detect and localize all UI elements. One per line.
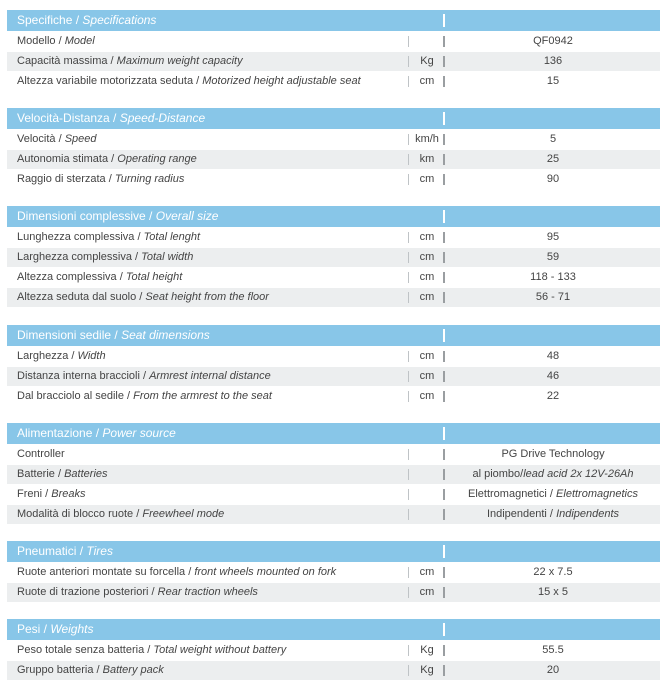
label-separator: / [107,55,117,67]
spec-label [17,347,106,366]
value-divider [443,292,445,303]
unit-divider [408,56,409,67]
spec-row [7,563,660,582]
spec-value-it: 46 [546,370,560,382]
spec-unit: cm [419,586,435,598]
unit-divider [408,351,409,362]
column-divider [443,623,445,636]
spec-value-it: 118 - 133 [530,271,576,283]
spec-label-it: Peso totale senza batteria [17,644,145,656]
title-separator: / [92,426,103,440]
spec-unit: cm [419,566,435,578]
spec-value-it: QF0942 [533,35,573,47]
title-separator: / [109,111,120,125]
section-header [7,206,660,227]
spec-label [17,52,243,71]
label-separator: / [108,153,118,165]
spec-label-en: Motorized height adjustable seat [202,75,361,87]
spec-label-en: From the armrest to the seat [133,390,272,402]
spec-value [453,347,653,366]
spec-label-it: Ruote di trazione posteriori [17,586,149,598]
spec-row [7,150,660,169]
section-title-it: Pesi [17,622,41,636]
value-divider [443,76,445,87]
spec-label-en: Freewheel mode [142,508,225,520]
title-separator: / [111,328,122,342]
spec-label [17,72,361,91]
spec-value-en: Elettromagnetics [556,488,638,500]
label-separator: / [68,350,78,362]
spec-row [7,661,660,680]
label-separator: / [54,468,65,480]
spec-value-it: 90 [546,173,560,185]
spec-value-it: 59 [546,251,560,263]
spec-label-it: Distanza interna braccioli [17,370,140,382]
spec-row [7,583,660,602]
spec-value [453,563,653,582]
value-divider [443,154,445,165]
spec-value-it: 55.5 [542,644,564,656]
spec-value-it: 95 [546,231,560,243]
unit-divider [408,509,409,520]
section-header [7,108,660,129]
spec-value [453,445,653,464]
spec-value-it: Elettromagnetici / [468,488,557,500]
label-separator: / [133,508,143,520]
spec-value [453,268,653,287]
spec-label-en: Width [77,350,106,362]
label-separator: / [55,133,65,145]
spec-row [7,268,660,287]
spec-label [17,32,95,51]
section-title-it: Alimentazione [17,426,93,440]
value-divider [443,134,445,145]
spec-label-en: front wheels mounted on fork [194,566,337,578]
value-divider [443,371,445,382]
spec-label-en: Total height [125,271,183,283]
spec-label [17,248,193,267]
title-separator: / [76,544,87,558]
unit-divider [408,292,409,303]
spec-label [17,661,164,680]
unit-divider [408,449,409,460]
label-separator: / [193,75,203,87]
section-title [17,423,176,444]
spec-label-en: Total width [141,251,194,263]
spec-value-it: 20 [546,664,560,676]
spec-unit: cm [419,75,435,87]
unit-divider [408,371,409,382]
spec-label-it: Modello [17,35,56,47]
column-divider [443,112,445,125]
spec-label [17,387,272,406]
spec-value-it: al piombo/ [472,468,524,480]
value-divider [443,174,445,185]
unit-divider [408,489,409,500]
unit-divider [408,134,409,145]
spec-value [453,583,653,602]
spec-row [7,445,660,464]
label-separator: / [131,251,142,263]
spec-label-en: Maximum weight capacity [116,55,243,67]
spec-label-it: Altezza variabile motorizzata seduta [17,75,194,87]
section-title-it: Specifiche [17,13,73,27]
spec-label-it: Autonomia stimata [17,153,109,165]
spec-unit: Kg [420,644,434,656]
spec-label-en: Speed [64,133,97,145]
spec-label-it: Ruote anteriori montate su forcella [17,566,186,578]
unit-divider [408,76,409,87]
column-divider [443,329,445,342]
spec-label-it: Lunghezza complessiva [17,231,135,243]
spec-unit: Kg [420,55,434,67]
label-separator: / [144,644,154,656]
spec-label-en: Total weight without battery [153,644,287,656]
spec-value-it: 48 [546,350,560,362]
column-divider [443,210,445,223]
spec-unit: cm [419,173,435,185]
title-separator: / [40,622,51,636]
unit-divider [408,391,409,402]
value-divider [443,232,445,243]
section-title [17,108,205,129]
spec-label [17,485,85,504]
spec-row [7,465,660,484]
value-divider [443,469,445,480]
spec-label-it: Freni [17,488,43,500]
spec-value [453,52,653,71]
section-header [7,619,660,640]
unit-divider [408,154,409,165]
column-divider [443,545,445,558]
spec-label [17,505,224,524]
spec-label-it: Dal bracciolo al sedile [17,390,124,402]
spec-value-it: 22 [546,390,560,402]
spec-label-en: Breaks [51,488,86,500]
section-header [7,541,660,562]
column-divider [443,14,445,27]
spec-unit: cm [419,291,435,303]
spec-value [453,485,653,504]
unit-divider [408,587,409,598]
value-divider [443,36,445,47]
unit-divider [408,665,409,676]
label-separator: / [42,488,52,500]
label-separator: / [134,231,144,243]
spec-label [17,288,269,307]
spec-row [7,367,660,386]
spec-value-it: 25 [546,153,560,165]
spec-unit: cm [419,390,435,402]
spec-label-it: Gruppo batteria [17,664,94,676]
unit-divider [408,36,409,47]
spec-value [453,170,653,189]
value-divider [443,587,445,598]
section-header [7,325,660,346]
value-divider [443,665,445,676]
spec-value [453,288,653,307]
spec-value [453,661,653,680]
spec-row [7,72,660,91]
value-divider [443,252,445,263]
value-divider [443,56,445,67]
section-title-it: Dimensioni sedile [17,328,112,342]
spec-label-it: Capacità massima [17,55,108,67]
spec-label-en: Rear traction wheels [157,586,258,598]
section-title [17,325,210,346]
spec-value-it: 56 - 71 [535,291,571,303]
section-title [17,10,156,31]
spec-label [17,228,200,247]
label-separator: / [185,566,195,578]
spec-value-en: Indipendents [556,508,620,520]
unit-divider [408,174,409,185]
spec-value-it: 15 [546,75,560,87]
label-separator: / [116,271,126,283]
section-header [7,423,660,444]
label-separator: / [148,586,158,598]
spec-row [7,505,660,524]
label-separator: / [124,390,134,402]
spec-label-it: Velocità [17,133,56,145]
section-title-it: Pneumatici [17,544,77,558]
spec-value [453,387,653,406]
section-title [17,541,113,562]
spec-value [453,130,653,149]
spec-value [453,367,653,386]
unit-divider [408,645,409,656]
label-separator: / [139,370,150,382]
spec-row [7,130,660,149]
section-title-en: Power source [102,426,176,440]
unit-divider [408,272,409,283]
spec-value [453,641,653,660]
spec-row [7,288,660,307]
spec-label [17,170,184,189]
spec-value [453,465,653,484]
unit-divider [408,567,409,578]
spec-row [7,485,660,504]
spec-label-it: Batterie [17,468,55,480]
spec-label-it: Modalità di blocco ruote [17,508,134,520]
spec-label-en: Battery pack [102,664,164,676]
section-header [7,10,660,31]
spec-value-it: PG Drive Technology [501,448,605,460]
spec-unit: cm [419,350,435,362]
spec-row [7,347,660,366]
spec-label [17,367,271,386]
spec-value [453,72,653,91]
spec-label [17,130,97,149]
section-title-en: Overall size [155,209,219,223]
spec-unit: Kg [420,664,434,676]
title-separator: / [145,209,156,223]
spec-value [453,505,653,524]
spec-label [17,150,197,169]
spec-value-en: lead acid 2x 12V-26Ah [523,468,634,480]
title-separator: / [72,13,83,27]
spec-row [7,170,660,189]
spec-label [17,465,108,484]
section-title-it: Velocità-Distanza [17,111,110,125]
label-separator: / [136,291,146,303]
spec-unit: cm [419,251,435,263]
column-divider [443,427,445,440]
spec-label-en: Armrest internal distance [149,370,271,382]
label-separator: / [105,173,115,185]
value-divider [443,509,445,520]
spec-row [7,32,660,51]
section-title-en: Speed-Distance [119,111,206,125]
spec-row [7,228,660,247]
section-title-it: Dimensioni complessive [17,209,146,223]
spec-label [17,268,182,287]
label-separator: / [93,664,103,676]
section-title-en: Weights [50,622,94,636]
label-separator: / [55,35,65,47]
unit-divider [408,252,409,263]
section-title [17,619,94,640]
unit-divider [408,469,409,480]
spec-row [7,248,660,267]
spec-label-it: Controller [17,448,65,460]
value-divider [443,391,445,402]
spec-label-it: Larghezza [17,350,69,362]
spec-unit: cm [419,231,435,243]
spec-label [17,563,336,582]
spec-value-it: 22 x 7.5 [533,566,573,578]
spec-row [7,52,660,71]
spec-label-it: Larghezza complessiva [17,251,132,263]
spec-label [17,445,65,464]
value-divider [443,351,445,362]
value-divider [443,449,445,460]
spec-label-en: Model [64,35,95,47]
spec-value [453,228,653,247]
spec-label-it: Raggio di sterzata [17,173,106,185]
spec-label [17,641,286,660]
value-divider [443,567,445,578]
spec-value-it: 15 x 5 [538,586,568,598]
spec-value [453,248,653,267]
section-title-en: Seat dimensions [121,328,210,342]
spec-unit: km/h [415,133,439,145]
section-title-en: Specifications [82,13,157,27]
spec-label-en: Seat height from the floor [145,291,269,303]
value-divider [443,645,445,656]
section-title [17,206,218,227]
spec-label-en: Batteries [64,468,108,480]
spec-label-en: Total lenght [143,231,201,243]
spec-unit: cm [419,271,435,283]
spec-label-it: Altezza seduta dal suolo [17,291,137,303]
spec-label-it: Altezza complessiva [17,271,117,283]
spec-unit: cm [419,370,435,382]
value-divider [443,272,445,283]
spec-row [7,641,660,660]
spec-value [453,32,653,51]
unit-divider [408,232,409,243]
spec-value-it: 5 [549,133,557,145]
spec-label-en: Turning radius [114,173,185,185]
value-divider [443,489,445,500]
spec-label [17,583,258,602]
spec-row [7,387,660,406]
spec-label-en: Operating range [117,153,197,165]
spec-value-it: 136 [543,55,563,67]
spec-unit: km [419,153,435,165]
spec-value-it: Indipendenti / [486,508,557,520]
section-title-en: Tires [86,544,113,558]
spec-value [453,150,653,169]
